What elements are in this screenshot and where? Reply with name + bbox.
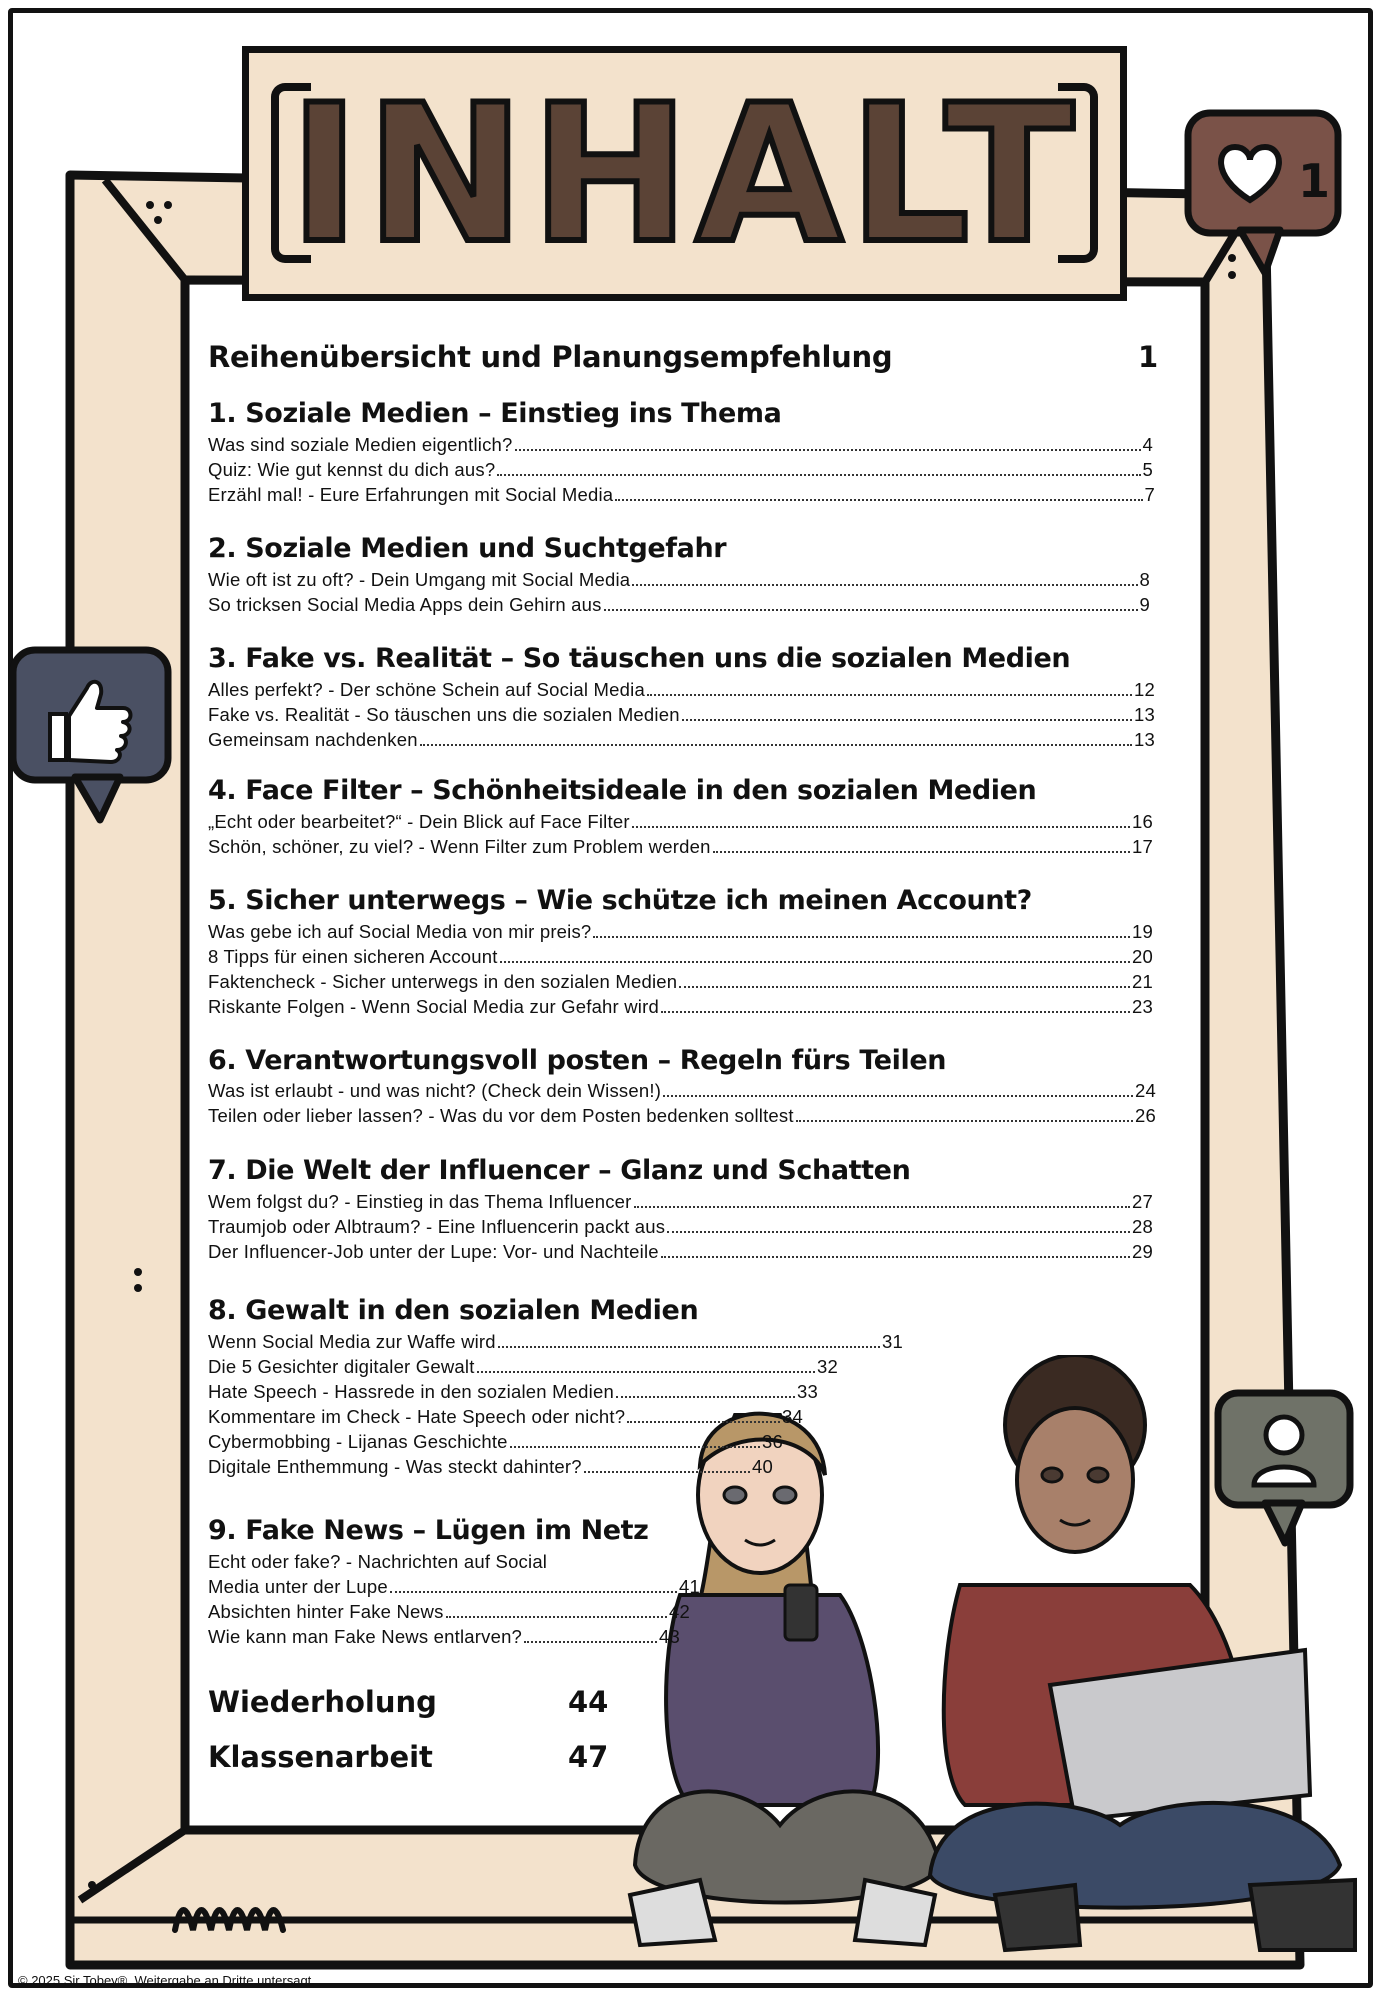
section-8-title[interactable]: 8. Gewalt in den sozialen Medien <box>208 1295 699 1326</box>
toc-entry[interactable]: „Echt oder bearbeitet?“ - Dein Blick auf Face Filter 16 <box>208 811 1153 832</box>
overview-page: 1 <box>1138 340 1159 374</box>
toc-entry[interactable]: Media unter der Lupe 41 <box>208 1576 700 1597</box>
section-7-title[interactable]: 7. Die Welt der Influencer – Glanz und Schatten <box>208 1155 911 1186</box>
title-banner <box>242 46 1127 301</box>
toc-entry[interactable]: Riskante Folgen - Wenn Social Media zur Gefahr wird 23 <box>208 996 1153 1017</box>
toc-entry[interactable]: Teilen oder lieber lassen? - Was du vor dem Posten bedenken solltest 26 <box>208 1105 1156 1126</box>
section-3-title[interactable]: 3. Fake vs. Realität – So täuschen uns die sozialen Medien <box>208 643 1071 674</box>
section-2-title[interactable]: 2. Soziale Medien und Suchtgefahr <box>208 533 727 564</box>
toc-entry[interactable]: Schön, schöner, zu viel? - Wenn Filter zum Problem werden 17 <box>208 836 1153 857</box>
toc-entry[interactable]: Echt oder fake? - Nachrichten auf Social <box>208 1551 548 1572</box>
toc-entry[interactable]: Was sind soziale Medien eigentlich? 4 <box>208 434 1153 455</box>
toc-entry[interactable]: Hate Speech - Hassrede in den sozialen Medien 33 <box>208 1381 818 1402</box>
toc-entry[interactable]: Die 5 Gesichter digitaler Gewalt 32 <box>208 1356 838 1377</box>
toc-entry[interactable]: Digitale Enthemmung - Was steckt dahinter? 40 <box>208 1456 773 1477</box>
page-title: INHALT <box>289 64 1080 285</box>
toc-entry[interactable]: Quiz: Wie gut kennst du dich aus? 5 <box>208 459 1153 480</box>
toc-entry[interactable]: Wie oft ist zu oft? - Dein Umgang mit Social Media 8 <box>208 569 1150 590</box>
toc-entry[interactable]: Wie kann man Fake News entlarven? 43 <box>208 1626 680 1647</box>
section-1-title[interactable]: 1. Soziale Medien – Einstieg ins Thema <box>208 398 782 429</box>
notification-count: 1 <box>1298 154 1331 208</box>
toc-entry[interactable]: Erzähl mal! - Eure Erfahrungen mit Social Media 7 <box>208 484 1155 505</box>
toc-entry[interactable]: Fake vs. Realität - So täuschen uns die sozialen Medien 13 <box>208 704 1155 725</box>
section-6-title[interactable]: 6. Verantwortungsvoll posten – Regeln fürs Teilen <box>208 1045 947 1076</box>
review-title[interactable]: Wiederholung <box>208 1685 437 1719</box>
toc-entry[interactable]: Wem folgst du? - Einstieg in das Thema Influencer 27 <box>208 1191 1153 1212</box>
overview-title[interactable]: Reihenübersicht und Planungsempfehlung <box>208 340 893 374</box>
toc-entry[interactable]: Kommentare im Check - Hate Speech oder nicht? 34 <box>208 1406 803 1427</box>
section-5-title[interactable]: 5. Sicher unterwegs – Wie schütze ich meinen Account? <box>208 885 1032 916</box>
exam-title[interactable]: Klassenarbeit <box>208 1740 433 1774</box>
section-9-title[interactable]: 9. Fake News – Lügen im Netz <box>208 1515 649 1546</box>
toc-entry[interactable]: 8 Tipps für einen sicheren Account 20 <box>208 946 1153 967</box>
heart-notification-icon <box>1180 105 1350 280</box>
toc-entry[interactable]: Wenn Social Media zur Waffe wird 31 <box>208 1331 903 1352</box>
toc-entry[interactable]: Traumjob oder Albtraum? - Eine Influencerin packt aus 28 <box>208 1216 1153 1237</box>
toc-entry[interactable]: Was ist erlaubt - und was nicht? (Check dein Wissen!) 24 <box>208 1080 1156 1101</box>
copyright-notice: © 2025 Sir Tobey®. Weitergabe an Dritte untersagt. <box>18 1973 315 1988</box>
toc-entry[interactable]: Faktencheck - Sicher unterwegs in den sozialen Medien 21 <box>208 971 1153 992</box>
toc-entry[interactable]: Alles perfekt? - Der schöne Schein auf Social Media 12 <box>208 679 1155 700</box>
toc-entry[interactable]: Was gebe ich auf Social Media von mir preis? 19 <box>208 921 1153 942</box>
toc-entry[interactable]: Cybermobbing - Lijanas Geschichte 36 <box>208 1431 783 1452</box>
toc-entry[interactable]: So tricksen Social Media Apps dein Gehirn aus 9 <box>208 594 1150 615</box>
exam-page: 47 <box>568 1740 609 1774</box>
toc-entry[interactable]: Absichten hinter Fake News 42 <box>208 1601 690 1622</box>
thumbs-up-icon <box>5 642 175 827</box>
toc-entry[interactable]: Gemeinsam nachdenken 13 <box>208 729 1155 750</box>
section-4-title[interactable]: 4. Face Filter – Schönheitsideale in den sozialen Medien <box>208 775 1037 806</box>
review-page: 44 <box>568 1685 609 1719</box>
toc-entry[interactable]: Der Influencer-Job unter der Lupe: Vor- und Nachteile 29 <box>208 1241 1153 1262</box>
